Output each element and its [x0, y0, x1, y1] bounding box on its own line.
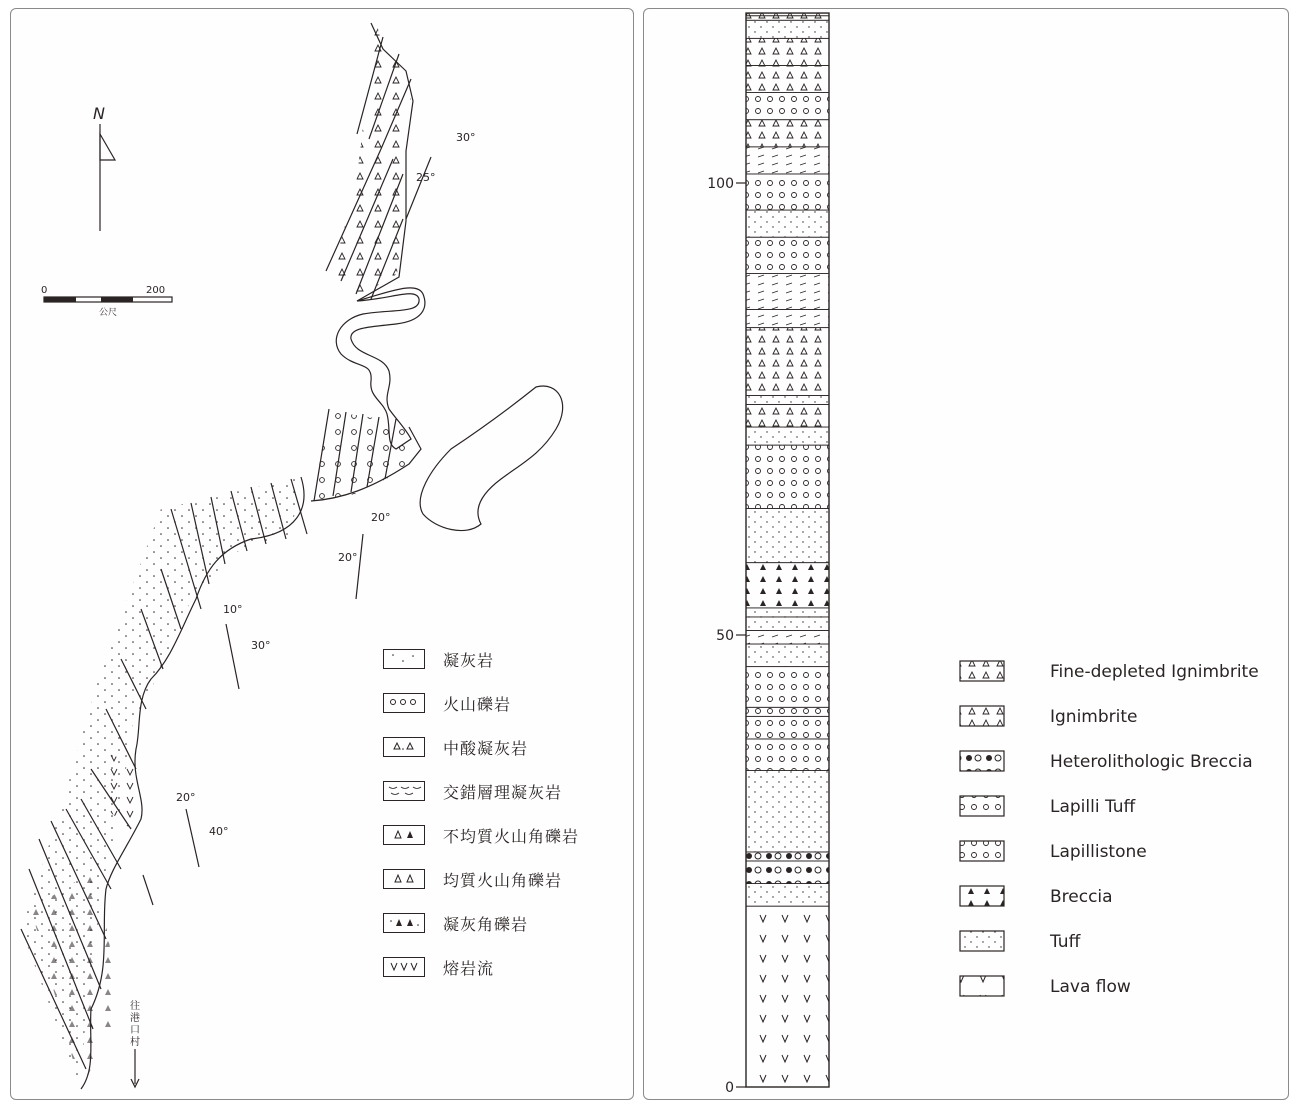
column-layer: [746, 93, 829, 120]
legend-label: Breccia: [1050, 887, 1113, 907]
column-layer: [746, 861, 829, 884]
column-layer: [746, 273, 829, 309]
legend-label: 凝灰岩: [443, 650, 495, 670]
column-layer: [746, 716, 829, 739]
legend-label: 不均質火山角礫岩: [443, 826, 580, 846]
legend-label: Tuff: [1050, 932, 1081, 952]
legend-label: 火山礫岩: [443, 694, 512, 714]
column-layer: [746, 852, 829, 861]
scale-max: 200: [146, 285, 166, 296]
legend-swatch: [960, 751, 1004, 771]
map-legend-item: [383, 681, 579, 725]
lower-strata-band: [21, 477, 307, 1089]
dip-value: 20°: [176, 791, 196, 804]
scale-bar: [41, 285, 172, 318]
legend-swatch: [383, 737, 425, 757]
lake-outline: [420, 386, 562, 530]
map-legend-item: [383, 725, 579, 769]
legend-swatch: [960, 976, 1004, 996]
north-arrow: [93, 104, 115, 231]
column-layer: [746, 310, 829, 328]
legend-swatch: [960, 841, 1004, 861]
column-layer: [746, 617, 829, 631]
column-layer: [746, 608, 829, 617]
dip-value: 30°: [251, 639, 271, 652]
legend-label: 熔岩流: [443, 958, 495, 978]
column-layer: [746, 328, 829, 396]
legend-label: 交錯層理凝灰岩: [443, 782, 563, 802]
column-layer: [746, 445, 829, 508]
legend-swatch: [960, 796, 1004, 816]
column-layer: [746, 174, 829, 210]
scale-unit: 公尺: [99, 308, 118, 318]
stratigraphic-column-svg: [644, 9, 1290, 1101]
legend-swatch: [383, 913, 425, 933]
north-label: N: [93, 104, 105, 123]
direction-arrow: [130, 1000, 140, 1087]
column-layer: [746, 739, 829, 771]
dip-value: 20°: [371, 511, 391, 524]
dip-value: 25°: [416, 171, 436, 184]
column-layers: [746, 13, 829, 1087]
column-layer: [746, 630, 829, 644]
map-legend-item: [383, 637, 579, 681]
column-layer: [746, 884, 829, 907]
dip-value: 40°: [209, 825, 229, 838]
legend-swatch: [383, 693, 425, 713]
legend-label: Heterolithologic Breccia: [1050, 752, 1253, 772]
column-layer: [746, 395, 829, 404]
legend-swatch: [383, 869, 425, 889]
legend-swatch: [960, 706, 1004, 726]
map-legend-item: [383, 769, 579, 813]
column-layer: [746, 563, 829, 608]
column-layer: [746, 427, 829, 445]
legend-swatch: [383, 781, 425, 801]
map-legend: [383, 637, 579, 989]
dip-value: 20°: [338, 551, 358, 564]
legend-label: 均質火山角礫岩: [443, 870, 563, 890]
axis-tick-label: 0: [725, 1080, 734, 1096]
legend-label: Lava flow: [1050, 977, 1131, 997]
column-legend: [960, 661, 1259, 997]
middle-strata-band: [311, 409, 421, 501]
legend-swatch: [960, 661, 1004, 681]
axis-tick-label: 50: [716, 628, 734, 644]
legend-swatch: [960, 931, 1004, 951]
legend-swatch: [960, 886, 1004, 906]
column-layer: [746, 210, 829, 237]
map-legend-item: [383, 813, 579, 857]
legend-label: Fine-depleted Ignimbrite: [1050, 662, 1259, 682]
legend-swatch: [383, 957, 425, 977]
column-layer: [746, 906, 829, 1087]
map-legend-item: [383, 857, 579, 901]
column-layer: [746, 237, 829, 273]
column-layer: [746, 771, 829, 852]
column-layer: [746, 20, 829, 38]
legend-label: 中酸凝灰岩: [443, 738, 529, 758]
scale-min: 0: [41, 285, 48, 296]
legend-swatch: [383, 649, 425, 669]
upper-strata-band: [326, 21, 413, 301]
stratigraphic-column-panel: [643, 8, 1289, 1100]
legend-label: Lapillistone: [1050, 842, 1147, 862]
geologic-map-panel: [10, 8, 634, 1100]
column-layer: [746, 508, 829, 562]
column-layer: [746, 147, 829, 174]
column-layer: [746, 404, 829, 427]
legend-label: Lapilli Tuff: [1050, 797, 1136, 817]
direction-label: 往港口村: [130, 1001, 140, 1048]
dip-value: 30°: [456, 131, 476, 144]
column-layer: [746, 707, 829, 716]
column-layer: [746, 120, 829, 147]
column-layer: [746, 667, 829, 708]
column-layer: [746, 16, 829, 21]
legend-label: 凝灰角礫岩: [443, 914, 529, 934]
legend-label: Ignimbrite: [1050, 707, 1138, 727]
map-legend-item: [383, 945, 579, 989]
map-legend-item: [383, 901, 579, 945]
column-layer: [746, 38, 829, 65]
dip-value: 10°: [223, 603, 243, 616]
column-axis: [707, 176, 746, 1096]
legend-swatch: [383, 825, 425, 845]
column-layer: [746, 644, 829, 667]
axis-tick-label: 100: [707, 176, 734, 192]
column-layer: [746, 65, 829, 92]
